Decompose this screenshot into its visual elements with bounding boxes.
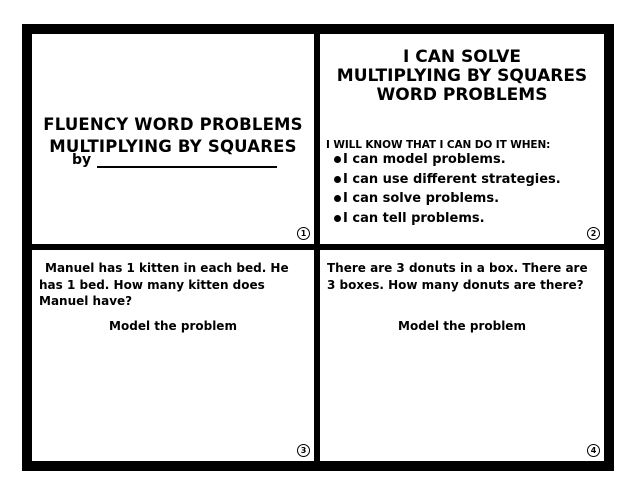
word-problem-text: Manuel has 1 kitten in each bed. He has 1 bed. How many kitten does Manuel have? bbox=[39, 261, 289, 308]
bullet-icon bbox=[334, 195, 341, 202]
criteria-text: I can model problems. bbox=[343, 152, 506, 167]
page-number-badge: 2 bbox=[587, 227, 600, 240]
criteria-text: I can use different strategies. bbox=[343, 171, 561, 187]
criteria-item bbox=[334, 150, 561, 170]
bullet-icon bbox=[334, 176, 341, 183]
criteria-item bbox=[334, 189, 561, 209]
cover-title-line-1: FLUENCY WORD PROBLEMS bbox=[43, 115, 303, 134]
criteria-item bbox=[334, 170, 561, 190]
success-criteria-heading: I WILL KNOW THAT I CAN DO IT WHEN: bbox=[326, 139, 551, 151]
word-problem-text: There are 3 donuts in a box. There are 3 boxes. How many donuts are there? bbox=[327, 261, 588, 292]
page-number-badge: 4 bbox=[587, 444, 600, 457]
author-name-blank[interactable] bbox=[97, 152, 277, 168]
booklet-frame bbox=[22, 24, 614, 471]
i-can-title-line-1: I CAN SOLVE bbox=[403, 47, 521, 67]
i-can-title-line-2: MULTIPLYING BY SQUARES bbox=[336, 66, 588, 86]
card-cover bbox=[32, 34, 314, 244]
card-problem-donuts bbox=[320, 250, 604, 461]
bullet-icon bbox=[334, 156, 341, 163]
model-prompt: Model the problem bbox=[398, 319, 526, 333]
i-can-title bbox=[320, 48, 604, 105]
page-number-badge: 1 bbox=[297, 227, 310, 240]
card-problem-kitten bbox=[32, 250, 314, 461]
cover-title-line-2: MULTIPLYING BY SQUARES bbox=[49, 137, 297, 156]
author-line bbox=[72, 152, 277, 168]
by-label: by bbox=[72, 152, 92, 168]
page-number-badge: 3 bbox=[297, 444, 310, 457]
bullet-icon bbox=[334, 215, 341, 222]
criteria-text: I can tell problems. bbox=[343, 210, 485, 226]
criteria-item bbox=[334, 209, 561, 229]
model-prompt: Model the problem bbox=[109, 319, 237, 333]
criteria-text: I can solve problems. bbox=[343, 191, 500, 206]
card-i-can bbox=[320, 34, 604, 244]
i-can-title-line-3: WORD PROBLEMS bbox=[376, 85, 548, 105]
success-criteria-list bbox=[334, 150, 561, 228]
